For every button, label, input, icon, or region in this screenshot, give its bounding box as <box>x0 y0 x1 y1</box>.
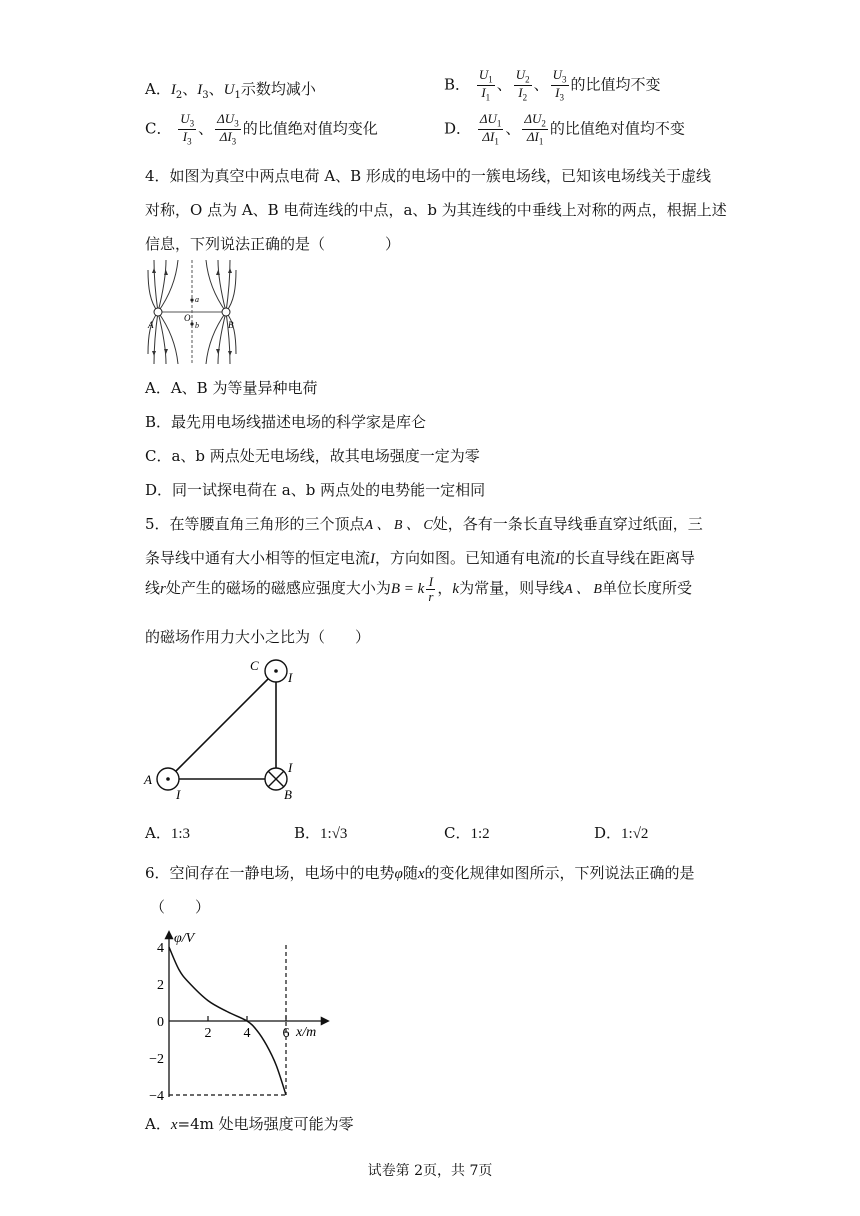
q5-text: 单位长度所受 <box>601 579 692 598</box>
q5-fig-label-c: C <box>250 658 259 673</box>
q6-potential-chart <box>140 926 340 1104</box>
q4-fig-label-o: O <box>184 313 191 323</box>
q3-option-a-label: A． <box>145 80 171 98</box>
q5-text: ， <box>437 579 453 598</box>
y-tick-label: −2 <box>149 1052 164 1067</box>
q3-option-c-text: 的比值绝对值均变化 <box>242 119 378 138</box>
q5-current-symbol: I <box>555 551 561 567</box>
q5-text: 线 <box>145 579 161 598</box>
y-axis-label: φ/V <box>174 931 195 946</box>
q5-k: k <box>452 581 460 598</box>
q5-text: 条导线中通有大小相等的恒定电流 <box>145 549 371 567</box>
sep: 、 <box>208 80 224 98</box>
q6-option-text: =4m 处电场强度可能为零 <box>177 1115 354 1133</box>
q4-option-a: A．A、B 为等量异种电荷 <box>145 379 318 397</box>
q3-option-b-label: B． <box>444 75 471 94</box>
q5-text: 的长直导线在距离导 <box>560 549 696 567</box>
q5-fig-label-i-b: I <box>288 760 293 775</box>
q6-x: x <box>417 866 425 882</box>
q4-fig-label-a-charge: A <box>148 320 154 330</box>
q5-text: 5．在等腰直角三角形的三个顶点 <box>145 515 365 533</box>
q5-option-value: 1:√2 <box>621 826 649 842</box>
q5-text: 为常量，则导线 <box>459 579 565 598</box>
q3-option-d-text: 的比值绝对值均不变 <box>549 119 685 138</box>
q5-option-c <box>444 822 490 843</box>
q6-stem-line1 <box>145 862 695 883</box>
sep: 、 <box>496 75 512 94</box>
q6-option-a <box>145 1113 354 1134</box>
sep: 、 <box>533 75 549 94</box>
q5-option-label: A． <box>145 824 171 842</box>
q3-option-b: B． $\frac{U_1}{I_1}$ 、 $\frac{U_2}{I_2}$ 、 $\frac{U_3}{I_3}$ 的比值均不变 <box>444 67 661 103</box>
x-tick-label: 2 <box>204 1026 212 1041</box>
q4-fig-label-b-charge: B <box>228 320 234 330</box>
q5-fig-label-a: A <box>144 772 152 787</box>
y-tick-label: 0 <box>157 1015 164 1030</box>
q6-text: 的变化规律如图所示，下列说法正确的是 <box>424 864 695 882</box>
q4-option-b: B．最先用电场线描述电场的科学家是库仑 <box>145 413 427 431</box>
q5-text: 处，各有一条长直导线垂直穿过纸面，三 <box>432 515 703 533</box>
q6-option-label: A． <box>145 1115 171 1133</box>
q5-current-symbol: I <box>370 551 376 567</box>
q5-vertices: A 、 B 、 C <box>364 518 433 533</box>
q4-option-d: D．同一试探电荷在 a、b 两点处的电势能一定相同 <box>145 481 486 499</box>
q6-x: x <box>170 1117 178 1133</box>
q5-option-a <box>145 822 190 843</box>
q3-option-d: D． $\frac{\Delta U_1}{\Delta I_1}$ 、 $\frac{\Delta U_2}{\Delta I_1}$ 的比值绝对值均不变 <box>444 111 685 147</box>
q5-text: 处产生的磁场的磁感应强度大小为 <box>165 579 391 598</box>
q4-stem-line1: 4．如图为真空中两点电荷 A、B 形成的电场中的一簇电场线，已知该电场线关于虚线 <box>145 167 711 185</box>
q5-text: ，方向如图。已知通有电流 <box>375 549 556 567</box>
q4-stem-line2: 对称，O 点为 A、B 电荷连线的中点，a、b 为其连线的中垂线上对称的两点，根据上述 <box>145 201 727 219</box>
q5-option-d <box>594 822 648 843</box>
q6-text: 随 <box>402 864 418 882</box>
q5-stem-line1 <box>145 513 703 534</box>
q4-option-c: C．a、b 两点处无电场线，故其电场强度一定为零 <box>145 447 480 465</box>
q5-fig-label-i-a: I <box>176 787 181 802</box>
q5-option-value: 1:2 <box>470 826 490 842</box>
q3-option-c: C． $\frac{U_3}{I_3}$ 、 $\frac{\Delta U_3}{\Delta I_3}$ 的比值绝对值均变化 <box>145 111 378 147</box>
q5-triangle-figure <box>140 652 310 802</box>
q3-option-a-text: 示数均减小 <box>240 80 316 98</box>
q5-option-label: B． <box>294 824 321 842</box>
q5-ab: A 、 B <box>564 582 602 598</box>
q5-formula-lhs: B = k <box>390 581 425 598</box>
q3-option-d-label: D． <box>444 119 472 138</box>
q5-formula-den: r <box>428 588 434 604</box>
page-footer: 试卷第 2页，共 7页 <box>367 1163 493 1179</box>
q5-option-label: D． <box>594 824 622 842</box>
q5-stem-line2 <box>145 547 695 568</box>
q5-formula-num: I <box>426 575 435 590</box>
q4-fig-label-b-point: b <box>195 321 199 330</box>
q5-fig-label-i-c: I <box>288 670 293 685</box>
q6-text: 6．空间存在一静电场，电场中的电势 <box>145 864 395 882</box>
q5-fig-label-b: B <box>284 787 292 802</box>
q5-r: r <box>160 581 166 598</box>
q6-phi: φ <box>394 866 403 882</box>
q3-option-b-text: 的比值均不变 <box>570 75 661 94</box>
y-tick-label: 2 <box>157 978 164 993</box>
q5-option-b <box>294 822 347 843</box>
sep: 、 <box>505 119 521 138</box>
x-tick-label: 4 <box>243 1026 251 1041</box>
q5-stem-line4: 的磁场作用力大小之比为（ ） <box>145 628 371 646</box>
q4-stem-line3: 信息，下列说法正确的是（ ） <box>145 235 401 253</box>
q6-stem-line2: （ ） <box>150 898 211 916</box>
q4-fig-label-a-point: a <box>195 295 199 304</box>
q5-stem-line3 <box>145 575 692 603</box>
x-axis-label: x/m <box>296 1025 317 1040</box>
q5-option-value: 1:3 <box>170 826 191 842</box>
x-tick-label: 6 <box>282 1026 290 1041</box>
sep: 、 <box>198 119 214 138</box>
q4-field-line-figure <box>146 258 238 366</box>
q3-option-a: A．$I_2$、$I_3$、$U_1$示数均减小 <box>145 80 316 101</box>
sep: 、 <box>182 80 198 98</box>
y-tick-label: 4 <box>157 941 164 956</box>
q5-option-label: C． <box>444 824 471 842</box>
y-tick-label: −4 <box>149 1089 164 1104</box>
q3-option-c-label: C． <box>145 119 172 138</box>
q5-option-value: 1:√3 <box>320 826 348 842</box>
